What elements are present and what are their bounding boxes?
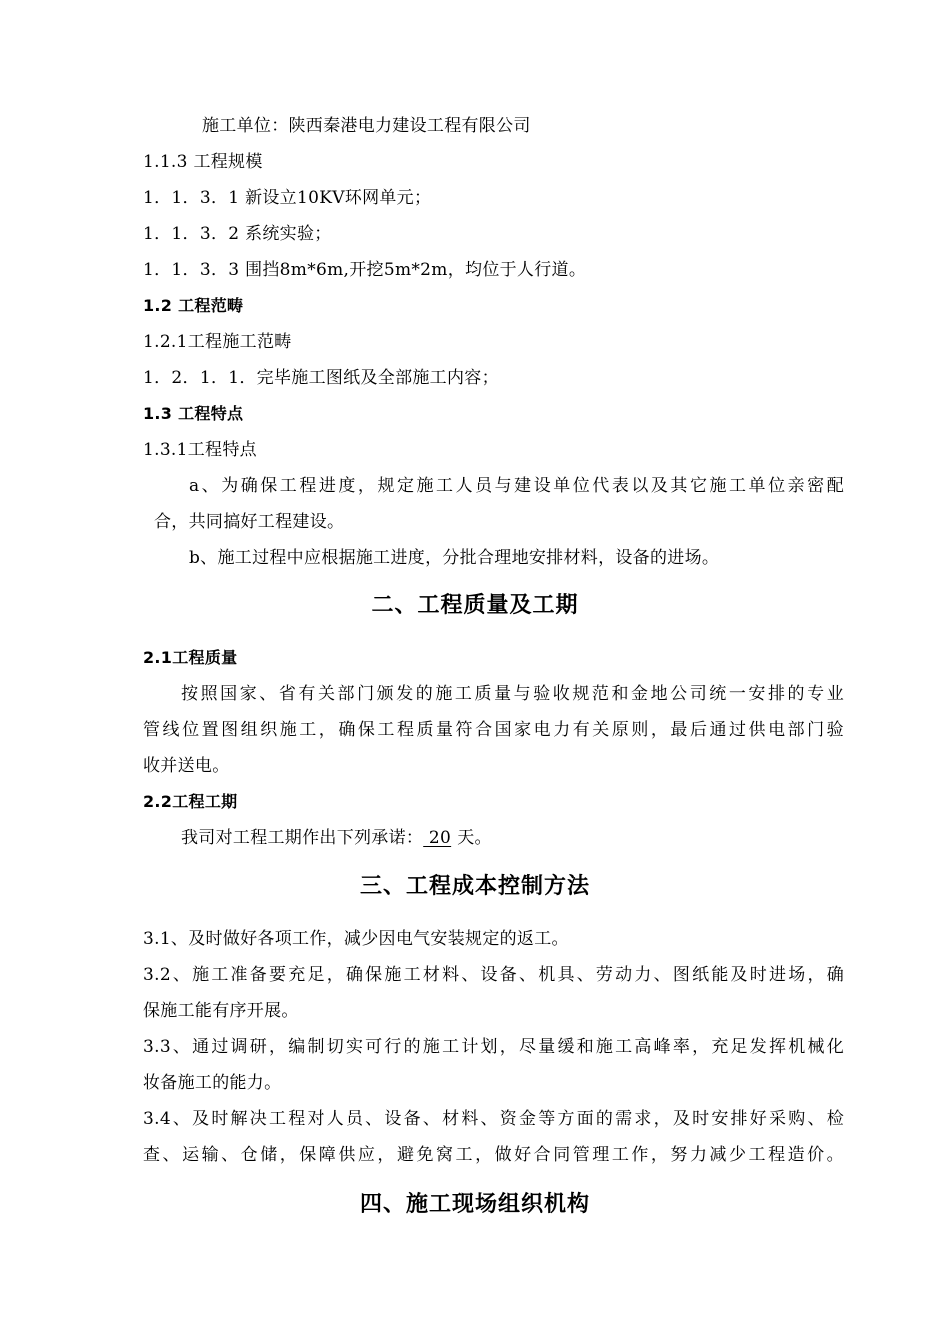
heading-cost-control: 三、工程成本控制方法 <box>359 874 590 899</box>
item-3-1: 3.1、及时做好各项工作，减少因电气安装规定的返工。 <box>143 929 569 949</box>
item-a-line-2: 合，共同搞好工程建设。 <box>154 512 345 532</box>
section-2-1-title: 2.1工程质量 <box>143 648 238 667</box>
item-3-3-line-1: 3.3、通过调研，编制切实可行的施工计划，尽量缓和施工高峰率，充足发挥机械化 <box>143 1037 844 1057</box>
heading-site-organization: 四、施工现场组织机构 <box>359 1192 590 1217</box>
schedule-commitment-prefix: 我司对工程工期作出下列承诺： <box>181 828 424 848</box>
item-1-1-3-3: 1．1．3．3 围挡8m*6m,开挖5m*2m，均位于人行道。 <box>143 260 587 280</box>
section-1-3-title: 1.3 工程特点 <box>143 404 244 423</box>
item-1-1-3-2: 1．1．3．2 系统实验； <box>143 224 332 244</box>
section-1-2-title: 1.2 工程范畴 <box>143 296 244 315</box>
item-1-2-1-1: 1．2．1．1．完毕施工图纸及全部施工内容； <box>143 368 499 388</box>
item-3-3-line-2: 妆备施工的能力。 <box>143 1073 282 1093</box>
contractor-line: 施工单位：陕西秦港电力建设工程有限公司 <box>202 116 531 136</box>
item-1-1-3-1: 1．1．3．1 新设立10KV环网单元； <box>143 188 432 208</box>
section-1-1-3-title: 1.1.3 工程规模 <box>143 152 263 172</box>
section-1-3-1-title: 1.3.1工程特点 <box>143 440 257 460</box>
item-a-line-1: a、为确保工程进度，规定施工人员与建设单位代表以及其它施工单位亲密配 <box>189 476 844 496</box>
heading-quality-schedule: 二、工程质量及工期 <box>371 593 579 618</box>
item-b: b、施工过程中应根据施工进度，分批合理地安排材料，设备的进场。 <box>189 548 720 568</box>
item-3-2-line-2: 保施工能有序开展。 <box>143 1001 299 1021</box>
section-1-2-1-title: 1.2.1工程施工范畴 <box>143 332 292 352</box>
item-3-4-line-2: 查、运输、仓储，保障供应，避免窝工，做好合同管理工作，努力减少工程造价。 <box>143 1145 844 1165</box>
schedule-commitment <box>181 827 492 849</box>
item-3-4-line-1: 3.4、及时解决工程对人员、设备、材料、资金等方面的需求，及时安排好采购、检 <box>143 1109 844 1129</box>
item-3-2-line-1: 3.2、施工准备要充足，确保施工材料、设备、机具、劳动力、图纸能及时进场，确 <box>143 965 844 985</box>
schedule-days-value: 20 <box>423 828 452 848</box>
quality-paragraph-line-2: 管线位置图组织施工，确保工程质量符合国家电力有关原则，最后通过供电部门验 <box>143 720 844 740</box>
quality-paragraph-line-3: 收并送电。 <box>143 756 230 776</box>
schedule-commitment-suffix: 天。 <box>457 828 492 848</box>
quality-paragraph-line-1: 按照国家、省有关部门颁发的施工质量与验收规范和金地公司统一安排的专业 <box>181 684 844 704</box>
section-2-2-title: 2.2工程工期 <box>143 792 238 811</box>
